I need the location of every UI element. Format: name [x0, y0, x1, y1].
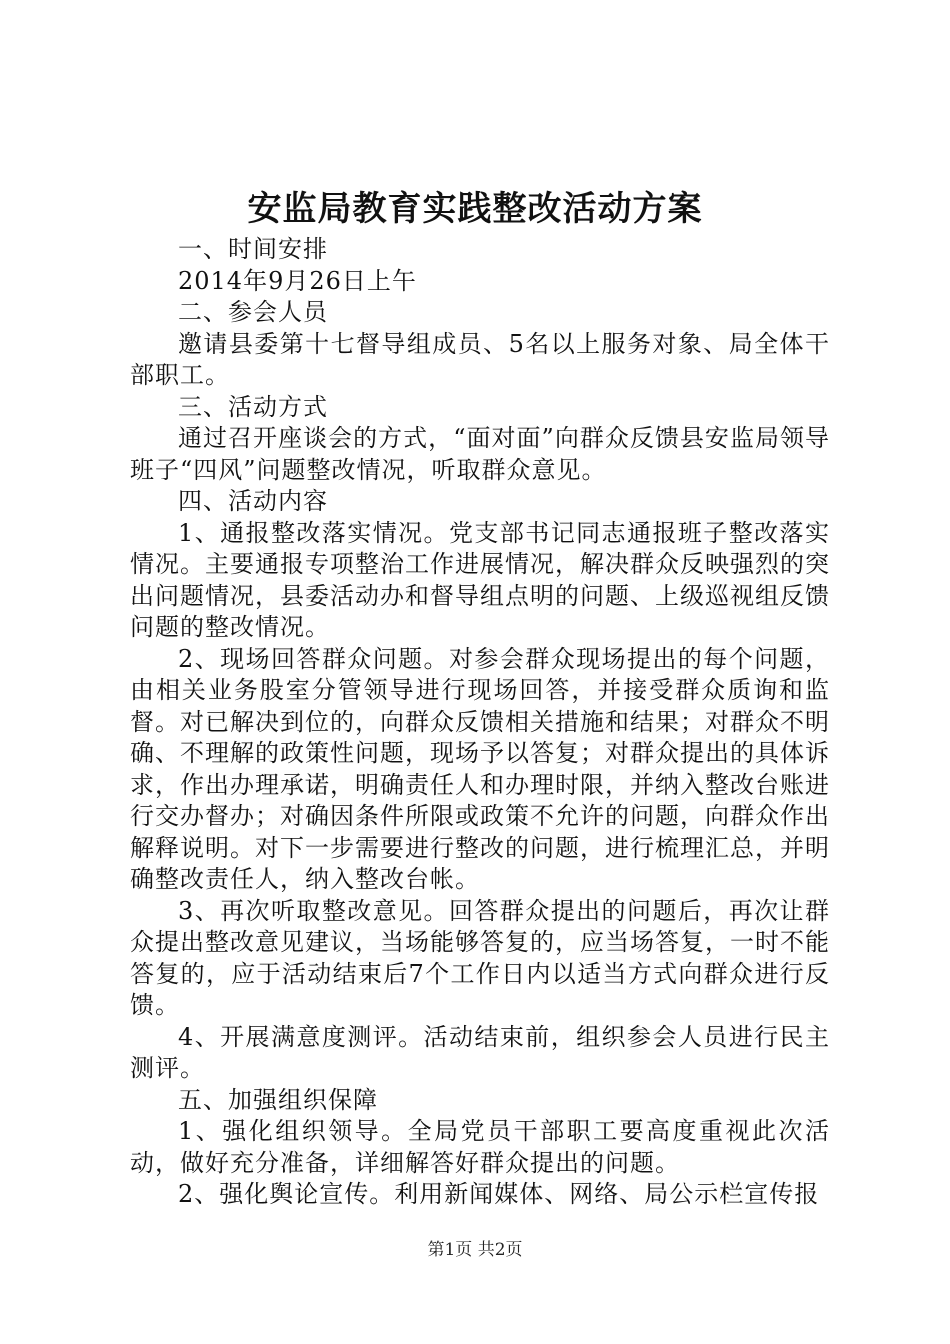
document-body	[130, 234, 830, 1211]
section-heading-content: 四、活动内容	[178, 487, 328, 515]
section-heading-guarantee: 五、加强组织保障	[178, 1085, 378, 1114]
paragraph-schedule-date: 2014年9月26日上午	[178, 266, 417, 295]
paragraph-guarantee-1: 1、强化组织领导。全局党员干部职工要高度重视此次活动，做好充分准备，详细解答好群众提出的问题。	[130, 1117, 830, 1177]
paragraph-content-2: 2、现场回答群众问题。对参会群众现场提出的每个问题，由相关业务股室分管领导进行现场回答，并接受群众质询和监督。对已解决到位的，向群众反馈相关措施和结果；对群众不明确、不理解的政策性问题，现场予以答复；对群众提出的具体诉求，作出办理承诺，明确责任人和办理时限，并纳入整改台账进行交办督办；对确因条件所限或政策不允许的问题，向群众作出解释说明。对下一步需要进行整改的问题，进行梳理汇总，并明确整改责任人，纳入整改台帐。	[130, 644, 830, 893]
paragraph-attendees: 邀请县委第十七督导组成员、5名以上服务对象、局全体干部职工。	[130, 329, 830, 389]
document-title: 安监局教育实践整改活动方案	[247, 189, 703, 229]
page-number-footer: 第1页 共2页	[427, 1240, 523, 1260]
section-heading-attendees: 二、参会人员	[178, 298, 328, 326]
section-heading-method: 三、活动方式	[178, 392, 328, 421]
section-heading-schedule: 一、时间安排	[178, 235, 328, 263]
paragraph-content-1: 1、通报整改落实情况。党支部书记同志通报班子整改落实情况。主要通报专项整治工作进展情况，解决群众反映强烈的突出问题情况，县委活动办和督导组点明的问题、上级巡视组反馈问题的整改情况。	[130, 518, 830, 641]
paragraph-guarantee-2: 2、强化舆论宣传。利用新闻媒体、网络、局公示栏宣传报	[178, 1180, 820, 1208]
paragraph-content-3: 3、再次听取整改意见。回答群众提出的问题后，再次让群众提出整改意见建议，当场能够答复的，应当场答复，一时不能答复的，应于活动结束后7个工作日内以适当方式向群众进行反馈。	[130, 896, 830, 1019]
paragraph-method: 通过召开座谈会的方式，“面对面”向群众反馈县安监局领导班子“四风”问题整改情况，听取群众意见。	[130, 424, 830, 484]
paragraph-content-4: 4、开展满意度测评。活动结束前，组织参会人员进行民主测评。	[130, 1022, 830, 1082]
